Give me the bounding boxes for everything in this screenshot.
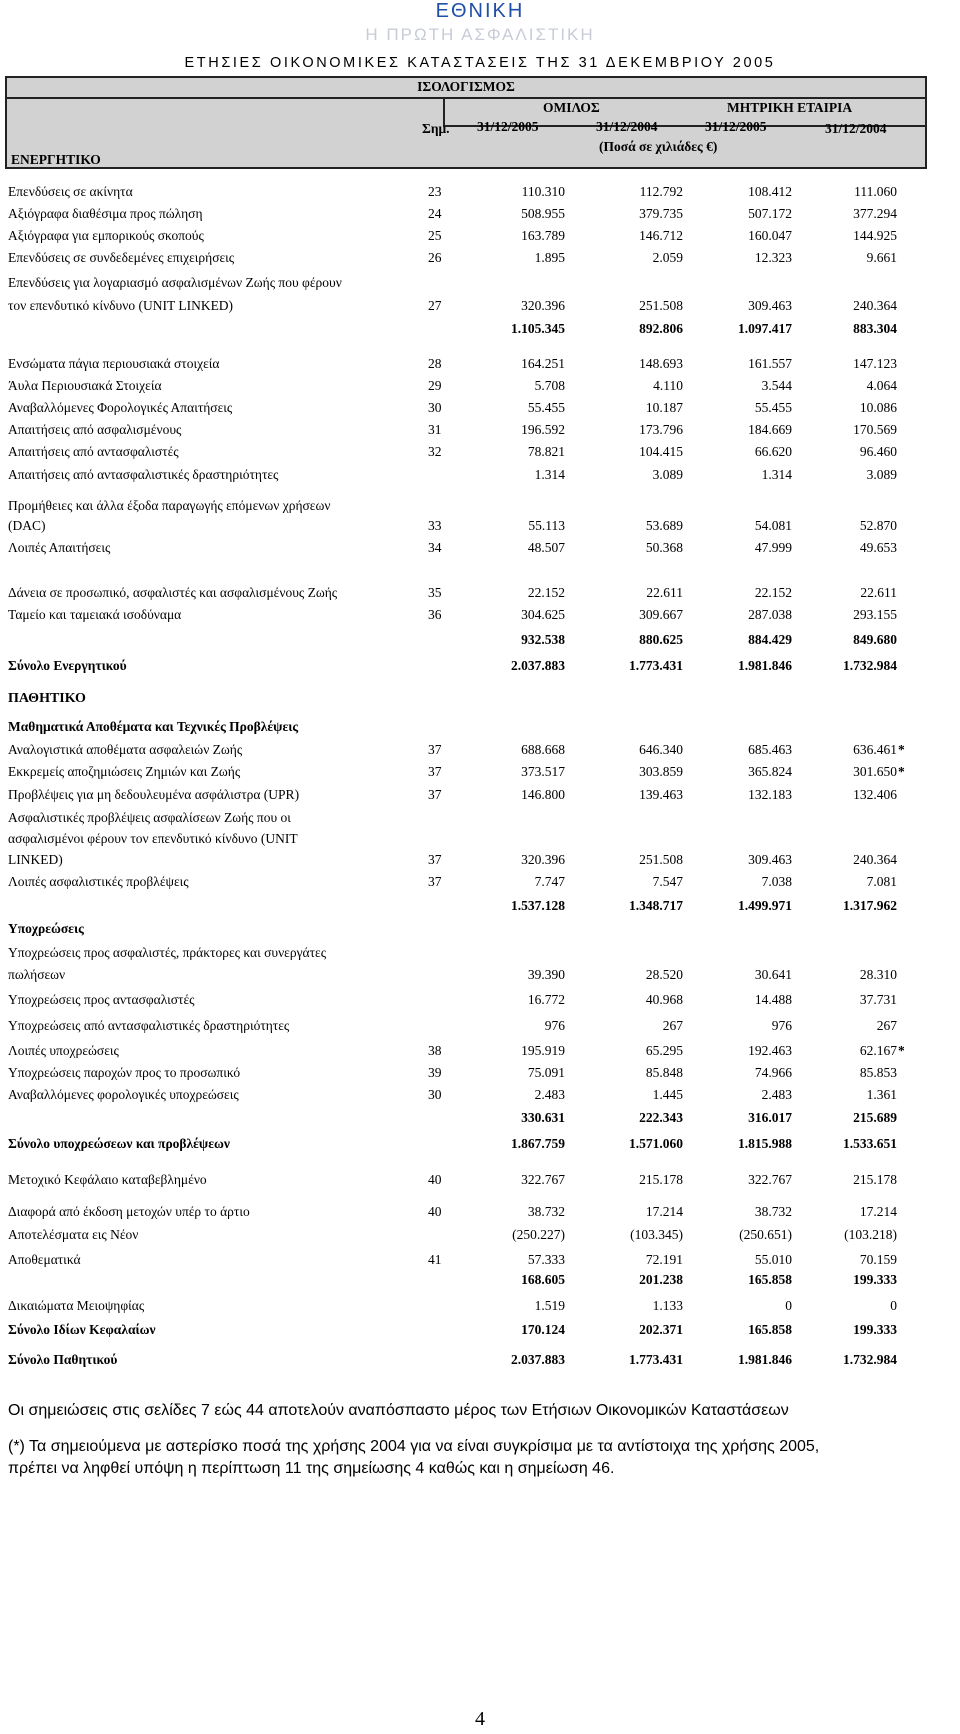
row-note: 30 [428,1087,442,1102]
row-label: Αξιόγραφα διαθέσιμα προς πώληση [8,206,203,221]
value-parent-2004: 22.611 [860,585,897,600]
value-group-2004: 104.415 [639,444,683,459]
value-group-2005: 55.455 [527,400,565,415]
row-note: 25 [428,228,442,243]
value-group-2005: 57.333 [527,1252,565,1267]
row-label: Λοιπές Απαιτήσεις [8,540,111,555]
value-parent-2004: 215.178 [853,1172,897,1187]
value-group-2004: 3.089 [652,467,683,482]
value-parent-2004: 132.406 [853,787,897,802]
value-parent-2005: 884.429 [748,632,792,647]
value-parent-2005: 685.463 [748,742,792,757]
value-group-2004: 201.238 [639,1272,683,1287]
value-group-2004: 112.792 [639,184,683,199]
value-group-2004: 251.508 [639,852,683,867]
value-group-2005: 1.105.345 [511,321,565,336]
row-label: Επενδύσεις σε συνδεδεμένες επιχειρήσεις [8,250,235,265]
row-label: Προβλέψεις για μη δεδουλευμένα ασφάλιστρα (UPR) [8,787,300,802]
value-parent-2004: 0 [890,1298,897,1313]
value-group-2005: 508.955 [521,206,565,221]
value-group-2005: 22.152 [527,585,565,600]
row-label: Σύνολο Ενεργητικού [8,658,127,673]
row-label: ΠΑΘΗΤΙΚΟ [8,691,86,706]
value-group-2004: 40.968 [645,992,683,1007]
value-parent-2005: 108.412 [748,184,792,199]
row-label: Δάνεια σε προσωπικό, ασφαλιστές και ασφαλισμένους Ζωής [8,585,338,600]
value-group-2004: 215.178 [639,1172,683,1187]
row-label: Ενσώματα πάγια περιουσιακά στοιχεία [8,356,220,371]
value-group-2004: (103.345) [630,1227,683,1242]
row-note: 26 [428,250,442,265]
value-group-2004: 251.508 [639,298,683,313]
row-note: 23 [428,184,442,199]
value-group-2004: 1.348.717 [629,898,683,913]
value-parent-2004: 9.661 [866,250,897,265]
header-date-parent-2005: 31/12/2005 [705,119,767,134]
row-note: 31 [428,422,442,437]
value-group-2005: 320.396 [521,298,565,313]
value-parent-2005: 30.641 [754,967,792,982]
value-parent-2004: 301.650 [853,764,897,779]
row-label: Επενδύσεις σε ακίνητα [8,184,133,199]
value-parent-2004: 28.310 [859,967,897,982]
value-group-2004: 28.520 [645,967,683,982]
value-group-2004: 1.445 [652,1087,683,1102]
value-parent-2005: 66.620 [754,444,792,459]
row-label: Λοιπές ασφαλιστικές προβλέψεις [8,874,189,889]
value-group-2004: 17.214 [645,1204,683,1219]
value-group-2004: 2.059 [652,250,683,265]
value-group-2005: 1.537.128 [511,898,565,913]
document-subtitle: ΕΤΗΣΙΕΣ ΟΙΚΟΝΟΜΙΚΕΣ ΚΑΤΑΣΤΑΣΕΙΣ ΤΗΣ 31 ΔΕΚΕΜΒΡΙΟΥ 2005 [184,55,776,71]
value-group-2005: 55.113 [528,518,565,533]
row-note: 24 [428,206,442,221]
value-group-2004: 379.735 [639,206,683,221]
row-label: Δικαιώματα Μειοψηφίας [8,1298,145,1313]
row-label: Απαιτήσεις από ασφαλισμένους [8,422,182,437]
row-label: Σύνολο Ιδίων Κεφαλαίων [8,1322,156,1337]
value-parent-2005: 55.010 [754,1252,792,1267]
row-note: 37 [428,787,442,802]
row-label: Διαφορά από έκδοση μετοχών υπέρ το άρτιο [8,1204,250,1219]
header-note-label: Σημ. [422,121,450,136]
footnote-notes: Οι σημειώσεις στις σελίδες 7 εώς 44 αποτελούν αναπόσπαστο μέρος των Ετήσιων Οικονομικών Καταστάσεων [8,1402,789,1419]
row-note: 30 [428,400,442,415]
row-note: 37 [428,852,442,867]
brand-name: ΕΘΝΙΚΗ [435,0,525,22]
row-note: 33 [428,518,442,533]
value-group-2004: 1.773.431 [629,1352,683,1367]
value-parent-2005: 74.966 [754,1065,792,1080]
value-parent-2004: 96.460 [859,444,897,459]
value-parent-2005: 54.081 [754,518,792,533]
value-group-2005: 146.800 [521,787,565,802]
value-parent-2005: 55.455 [754,400,792,415]
value-group-2004: 148.693 [639,356,683,371]
value-group-2004: 267 [662,1018,683,1033]
row-label: Αναβαλλόμενες φορολογικές υποχρεώσεις [8,1087,239,1102]
value-parent-2004: 52.870 [859,518,897,533]
value-group-2004: 222.343 [639,1110,683,1125]
value-parent-2004: 7.081 [866,874,897,889]
header-date-group-2005: 31/12/2005 [477,119,539,134]
row-note: 40 [428,1204,442,1219]
value-group-2005: 330.631 [521,1110,565,1125]
value-parent-2005: 1.981.846 [738,658,792,673]
row-label: Υποχρεώσεις προς ασφαλιστές, πράκτορες και συνεργάτες [8,945,327,960]
value-parent-2004: 49.653 [859,540,897,555]
value-group-2004: 146.712 [639,228,683,243]
value-parent-2005: 14.488 [754,992,792,1007]
value-group-2005: 2.483 [534,1087,565,1102]
row-label: Υποχρεώσεις από αντασφαλιστικές δραστηριότητες [8,1018,290,1033]
value-group-2005: 373.517 [521,764,565,779]
value-group-2004: 53.689 [645,518,683,533]
value-group-2005: 110.310 [521,184,565,199]
header-parent: ΜΗΤΡΙΚΗ ΕΤΑΙΡΙΑ [727,100,853,115]
value-parent-2005: 976 [771,1018,792,1033]
value-parent-2005: 1.815.988 [738,1136,792,1151]
value-parent-2005: 7.038 [761,874,792,889]
value-parent-2005: 1.981.846 [738,1352,792,1367]
row-label: (DAC) [8,518,46,533]
row-label: Υποχρεώσεις παροχών προς το προσωπικό [8,1065,241,1080]
value-group-2004: 202.371 [639,1322,683,1337]
row-label: ασφαλισμένοι φέρουν τον επενδυτικό κίνδυνο (UNIT [8,831,298,846]
value-group-2005: 976 [544,1018,565,1033]
value-group-2004: 303.859 [639,764,683,779]
value-parent-2004: 62.167 [859,1043,897,1058]
value-group-2004: 309.667 [639,607,683,622]
value-parent-2005: 160.047 [748,228,792,243]
asterisk-marker: * [898,1043,905,1058]
value-group-2004: 72.191 [645,1252,683,1267]
row-note: 37 [428,764,442,779]
value-parent-2005: 12.323 [754,250,792,265]
value-parent-2005: 1.499.971 [738,898,792,913]
value-parent-2005: 22.152 [754,585,792,600]
row-note: 32 [428,444,442,459]
value-parent-2005: 192.463 [748,1043,792,1058]
header-title: ΙΣΟΛΟΓΙΣΜΟΣ [417,79,515,94]
value-group-2005: 320.396 [521,852,565,867]
value-group-2005: 164.251 [521,356,565,371]
value-parent-2004: 10.086 [859,400,897,415]
value-parent-2004: 293.155 [853,607,897,622]
value-group-2005: 39.390 [527,967,565,982]
page-number: 4 [475,1708,485,1730]
value-group-2004: 50.368 [645,540,683,555]
value-parent-2004: 85.853 [859,1065,897,1080]
row-label: Προμήθειες και άλλα έξοδα παραγωγής επόμενων χρήσεων [8,498,331,513]
row-label: Αποτελέσματα εις Νέον [8,1227,139,1242]
row-label: Απαιτήσεις από αντασφαλιστές [8,444,179,459]
value-parent-2004: 267 [876,1018,897,1033]
value-parent-2004: 199.333 [853,1272,897,1287]
value-parent-2004: 17.214 [859,1204,897,1219]
value-parent-2005: 165.858 [748,1322,792,1337]
value-group-2004: 7.547 [652,874,683,889]
value-group-2005: 78.821 [527,444,565,459]
row-label: τον επενδυτικό κίνδυνο (UNIT LINKED) [8,298,234,313]
row-note: 38 [428,1043,442,1058]
value-parent-2004: 883.304 [853,321,897,336]
value-parent-2004: 1.732.984 [843,658,897,673]
value-group-2005: 168.605 [521,1272,565,1287]
row-label: Αναβαλλόμενες Φορολογικές Απαιτήσεις [8,400,233,415]
value-parent-2004: 147.123 [853,356,897,371]
row-label: Σύνολο Παθητικού [8,1352,118,1367]
header-date-group-2004: 31/12/2004 [596,119,658,134]
value-parent-2005: 132.183 [748,787,792,802]
value-group-2005: 196.592 [521,422,565,437]
footnote-asterisk-continued: πρέπει να ληφθεί υπόψη η περίπτωση 11 της σημείωσης 4 καθώς και η σημείωση 46. [8,1460,615,1477]
row-note: 27 [428,298,442,313]
row-label: Υποχρεώσεις προς αντασφαλιστές [8,992,195,1007]
value-group-2004: 892.806 [639,321,683,336]
value-group-2005: 48.507 [527,540,565,555]
value-group-2004: 880.625 [639,632,683,647]
row-label: Απαιτήσεις από αντασφαλιστικές δραστηριότητες [8,467,279,482]
header-date-parent-2004: 31/12/2004 [825,121,887,136]
value-group-2004: 4.110 [653,378,683,393]
row-note: 36 [428,607,442,622]
row-label: Επενδύσεις για λογαριασμό ασφαλισμένων Ζωής που φέρουν [8,275,342,290]
value-parent-2005: 47.999 [754,540,792,555]
value-parent-2004: 1.533.651 [843,1136,897,1151]
row-label: Μετοχικό Κεφάλαιο καταβεβλημένο [8,1172,207,1187]
brand-tagline: Η ΠΡΩΤΗ ΑΣΦΑΛΙΣΤΙΚΗ [365,25,595,44]
value-parent-2005: 309.463 [748,852,792,867]
value-group-2005: 38.732 [527,1204,565,1219]
row-label: Αξιόγραφα για εμπορικούς σκοπούς [8,228,204,243]
value-parent-2005: 2.483 [761,1087,792,1102]
row-note: 34 [428,540,442,555]
value-group-2005: 932.538 [521,632,565,647]
value-group-2004: 1.571.060 [629,1136,683,1151]
row-note: 37 [428,874,442,889]
value-parent-2005: 1.314 [761,467,792,482]
row-label: Μαθηματικά Αποθέματα και Τεχνικές Προβλέψεις [8,719,299,734]
value-parent-2004: 1.361 [866,1087,897,1102]
value-group-2005: 2.037.883 [511,658,565,673]
value-group-2005: 688.668 [521,742,565,757]
value-group-2005: 7.747 [534,874,565,889]
value-parent-2004: 240.364 [853,852,897,867]
row-label: Αποθεματικά [8,1252,81,1267]
value-parent-2004: 37.731 [859,992,897,1007]
value-group-2005: (250.227) [512,1227,565,1242]
row-label: Αναλογιστικά αποθέματα ασφαλειών Ζωής [8,742,243,757]
value-parent-2005: 165.858 [748,1272,792,1287]
asterisk-marker: * [898,764,905,779]
value-parent-2004: 1.317.962 [843,898,897,913]
value-parent-2005: 309.463 [748,298,792,313]
asterisk-marker: * [898,742,905,757]
row-label: Ασφαλιστικές προβλέψεις ασφαλίσεων Ζωής που οι [8,810,291,825]
value-parent-2005: 161.557 [748,356,792,371]
value-parent-2004: 1.732.984 [843,1352,897,1367]
value-group-2004: 139.463 [639,787,683,802]
value-group-2005: 16.772 [527,992,565,1007]
row-label: Ταμείο και ταμειακά ισοδύναμα [8,607,182,622]
value-group-2004: 85.848 [645,1065,683,1080]
value-parent-2005: 1.097.417 [738,321,792,336]
row-label: Άυλα Περιουσιακά Στοιχεία [8,378,162,393]
value-parent-2005: 322.767 [748,1172,792,1187]
value-group-2005: 163.789 [521,228,565,243]
value-group-2005: 195.919 [521,1043,565,1058]
value-parent-2005: 365.824 [748,764,792,779]
header-amounts-note: (Ποσά σε χιλιάδες €) [599,139,718,154]
value-group-2004: 65.295 [645,1043,683,1058]
footnote-asterisk: (*) Τα σημειούμενα με αστερίσκο ποσά της χρήσης 2004 για να είναι συγκρίσιμα με τα αντίστοιχα της χρήσης 2005, [8,1438,820,1455]
value-group-2005: 322.767 [521,1172,565,1187]
value-group-2005: 1.314 [534,467,565,482]
header-group: ΟΜΙΛΟΣ [543,100,600,115]
value-parent-2004: 215.689 [853,1110,897,1125]
value-parent-2004: 144.925 [853,228,897,243]
value-parent-2004: 240.364 [853,298,897,313]
value-parent-2004: 4.064 [866,378,897,393]
value-parent-2005: 287.038 [748,607,792,622]
row-label: Υποχρεώσεις [8,921,84,936]
value-parent-2004: 70.159 [859,1252,897,1267]
value-parent-2005: 507.172 [748,206,792,221]
value-group-2005: 170.124 [521,1322,565,1337]
row-note: 29 [428,378,442,393]
row-note: 40 [428,1172,442,1187]
value-parent-2004: 199.333 [853,1322,897,1337]
value-parent-2004: 170.569 [853,422,897,437]
value-group-2004: 10.187 [645,400,683,415]
value-group-2005: 5.708 [534,378,565,393]
value-group-2004: 173.796 [639,422,683,437]
value-group-2004: 1.773.431 [629,658,683,673]
value-group-2005: 1.519 [534,1298,565,1313]
value-group-2004: 646.340 [639,742,683,757]
value-parent-2005: 3.544 [761,378,792,393]
value-group-2005: 304.625 [521,607,565,622]
value-parent-2005: 38.732 [754,1204,792,1219]
value-group-2005: 75.091 [527,1065,565,1080]
value-parent-2005: 0 [785,1298,792,1313]
value-parent-2004: 111.060 [854,184,897,199]
value-parent-2004: (103.218) [844,1227,897,1242]
value-parent-2005: 184.669 [748,422,792,437]
row-note: 37 [428,742,442,757]
section-assets-heading: ΕΝΕΡΓΗΤΙΚΟ [11,152,101,167]
value-group-2005: 1.867.759 [511,1136,565,1151]
value-group-2004: 22.611 [646,585,683,600]
row-label: πωλήσεων [8,967,66,982]
row-note: 41 [428,1252,442,1267]
value-parent-2004: 849.680 [853,632,897,647]
row-label: Λοιπές υποχρεώσεις [8,1043,119,1058]
value-parent-2004: 377.294 [853,206,897,221]
value-parent-2004: 636.461 [853,742,897,757]
value-parent-2005: (250.651) [739,1227,792,1242]
value-group-2005: 2.037.883 [511,1352,565,1367]
value-parent-2004: 3.089 [866,467,897,482]
value-group-2005: 1.895 [534,250,565,265]
row-note: 39 [428,1065,442,1080]
row-label: Εκκρεμείς αποζημιώσεις Ζημιών και Ζωής [8,764,241,779]
row-label: Σύνολο υποχρεώσεων και προβλέψεων [8,1136,230,1151]
value-parent-2005: 316.017 [748,1110,792,1125]
row-label: LINKED) [8,852,63,867]
value-group-2004: 1.133 [652,1298,683,1313]
row-note: 35 [428,585,442,600]
row-note: 28 [428,356,442,371]
